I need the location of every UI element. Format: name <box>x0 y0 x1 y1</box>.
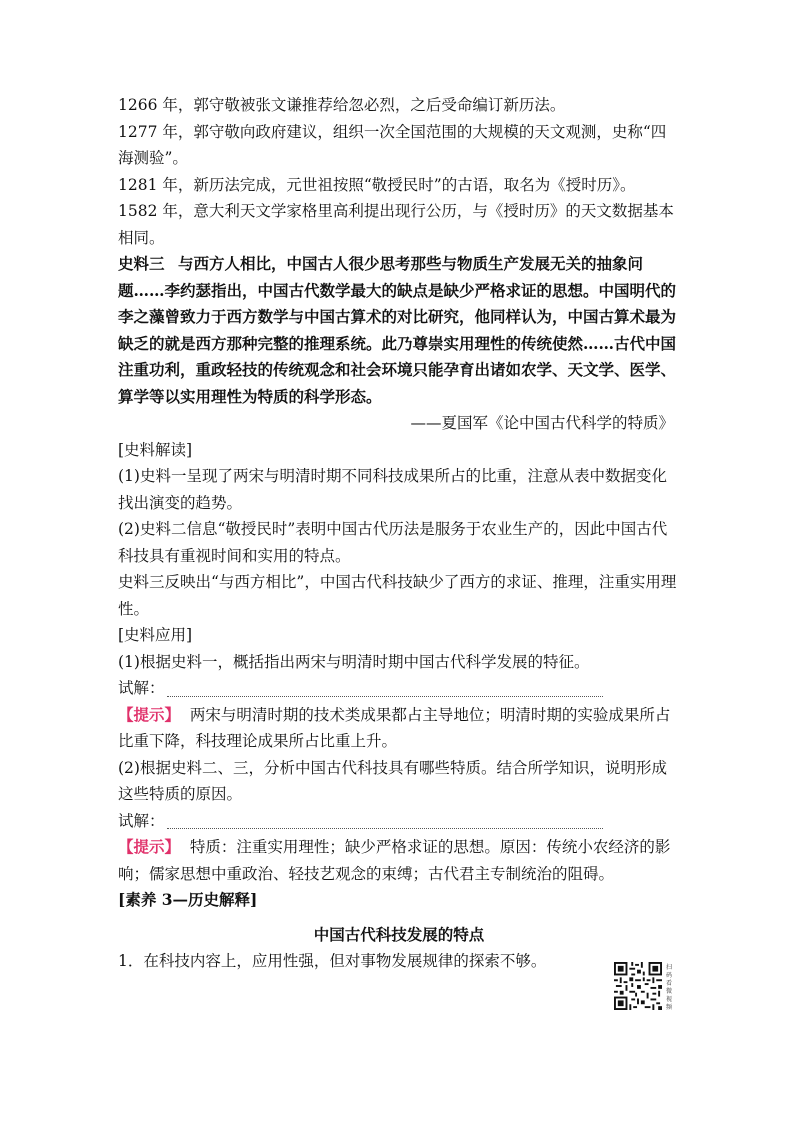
timeline-1582: 1582 年，意大利天文学家格里高利提出现行公历，与《授时历》的天文数据基本相同。 <box>118 202 674 247</box>
literacy-heading: [素养 3—历史解释] <box>118 890 258 909</box>
source3-citation: ——夏国军《论中国古代科学的特质》 <box>410 414 674 432</box>
section-title: 中国古代科技发展的特点 <box>313 924 485 944</box>
source3-paragraph <box>118 251 680 410</box>
answer-blank-1[interactable] <box>167 680 603 697</box>
answer-blank-2[interactable] <box>167 812 603 829</box>
source3-label: 史料三 <box>118 254 165 273</box>
tip-1-tag: 【提示】 <box>118 704 181 724</box>
question-2: (2)根据史料二、三，分析中国古代科技具有哪些特质。结合所学知识，说明形成这些特质的原因。 <box>118 758 667 803</box>
tip-1-paragraph <box>118 702 680 755</box>
source3-text: 与西方人相比，中国古人很少思考那些与物质生产发展无关的抽象问题……李约瑟指出，中国古代数学最大的缺点是缺少严格求证的思想。中国明代的李之藻曾致力于西方数学与中国古算术的对比研究，他同样认为，中国古算术最为缺乏的就是西方那种完整的推理系统。此乃尊崇实用理性的传统使然……古代中国注重功利，重政轻技的传统观念和社会环境只能孕育出诸如农学、天文学、医学、算学等以实用理性为特质的科学形态。 <box>118 254 677 406</box>
point-1: 1．在科技内容上，应用性强，但对事物发展规律的探索不够。 <box>118 952 547 970</box>
qr-caption: 扫码看微视频 <box>666 964 673 1011</box>
document-body <box>118 92 680 975</box>
answer-line-1 <box>118 675 680 702</box>
tip-2-paragraph <box>118 834 680 887</box>
interpretation-item-2: (2)史料二信息“敬授民时”表明中国古代历法是服务于农业生产的，因此中国古代科技具有重视时间和实用的特点。 <box>118 520 668 565</box>
tip-2-text: 特质：注重实用理性；缺少严格求证的思想。原因：传统小农经济的影响；儒家思想中重政治、轻技艺观念的束缚；古代君主专制统治的阻碍。 <box>118 838 671 883</box>
timeline-1281: 1281 年，新历法完成，元世祖按照“敬授民时”的古语，取名为《授时历》。 <box>118 175 636 194</box>
answer-label-2: 试解： <box>118 811 165 830</box>
timeline-1277: 1277 年，郭守敬向政府建议，组织一次全国范围的大规模的天文观测，史称“四海测验”。 <box>118 122 667 167</box>
answer-line-2 <box>118 808 680 835</box>
interpretation-item-1: (1)史料一呈现了两宋与明清时期不同科技成果所占的比重，注意从表中数据变化找出演变的趋势。 <box>118 467 667 512</box>
tip-1-text: 两宋与明清时期的技术类成果都占主导地位；明清时期的实验成果所占比重下降，科技理论成果所占比重上升。 <box>118 705 671 750</box>
interpretation-heading: [史料解读] <box>118 440 193 459</box>
qr-code-icon[interactable] <box>614 962 662 1010</box>
interpretation-item-3: 史料三反映出“与西方相比”，中国古代科技缺少了西方的求证、推理，注重实用理性。 <box>118 573 677 618</box>
question-1: (1)根据史料一，概括指出两宋与明清时期中国古代科学发展的特征。 <box>118 652 590 671</box>
timeline-1266: 1266 年，郭守敬被张文谦推荐给忽必烈，之后受命编订新历法。 <box>118 96 566 114</box>
answer-label-1: 试解： <box>118 679 165 697</box>
application-heading: [史料应用] <box>118 626 193 644</box>
tip-2-tag: 【提示】 <box>118 837 181 856</box>
